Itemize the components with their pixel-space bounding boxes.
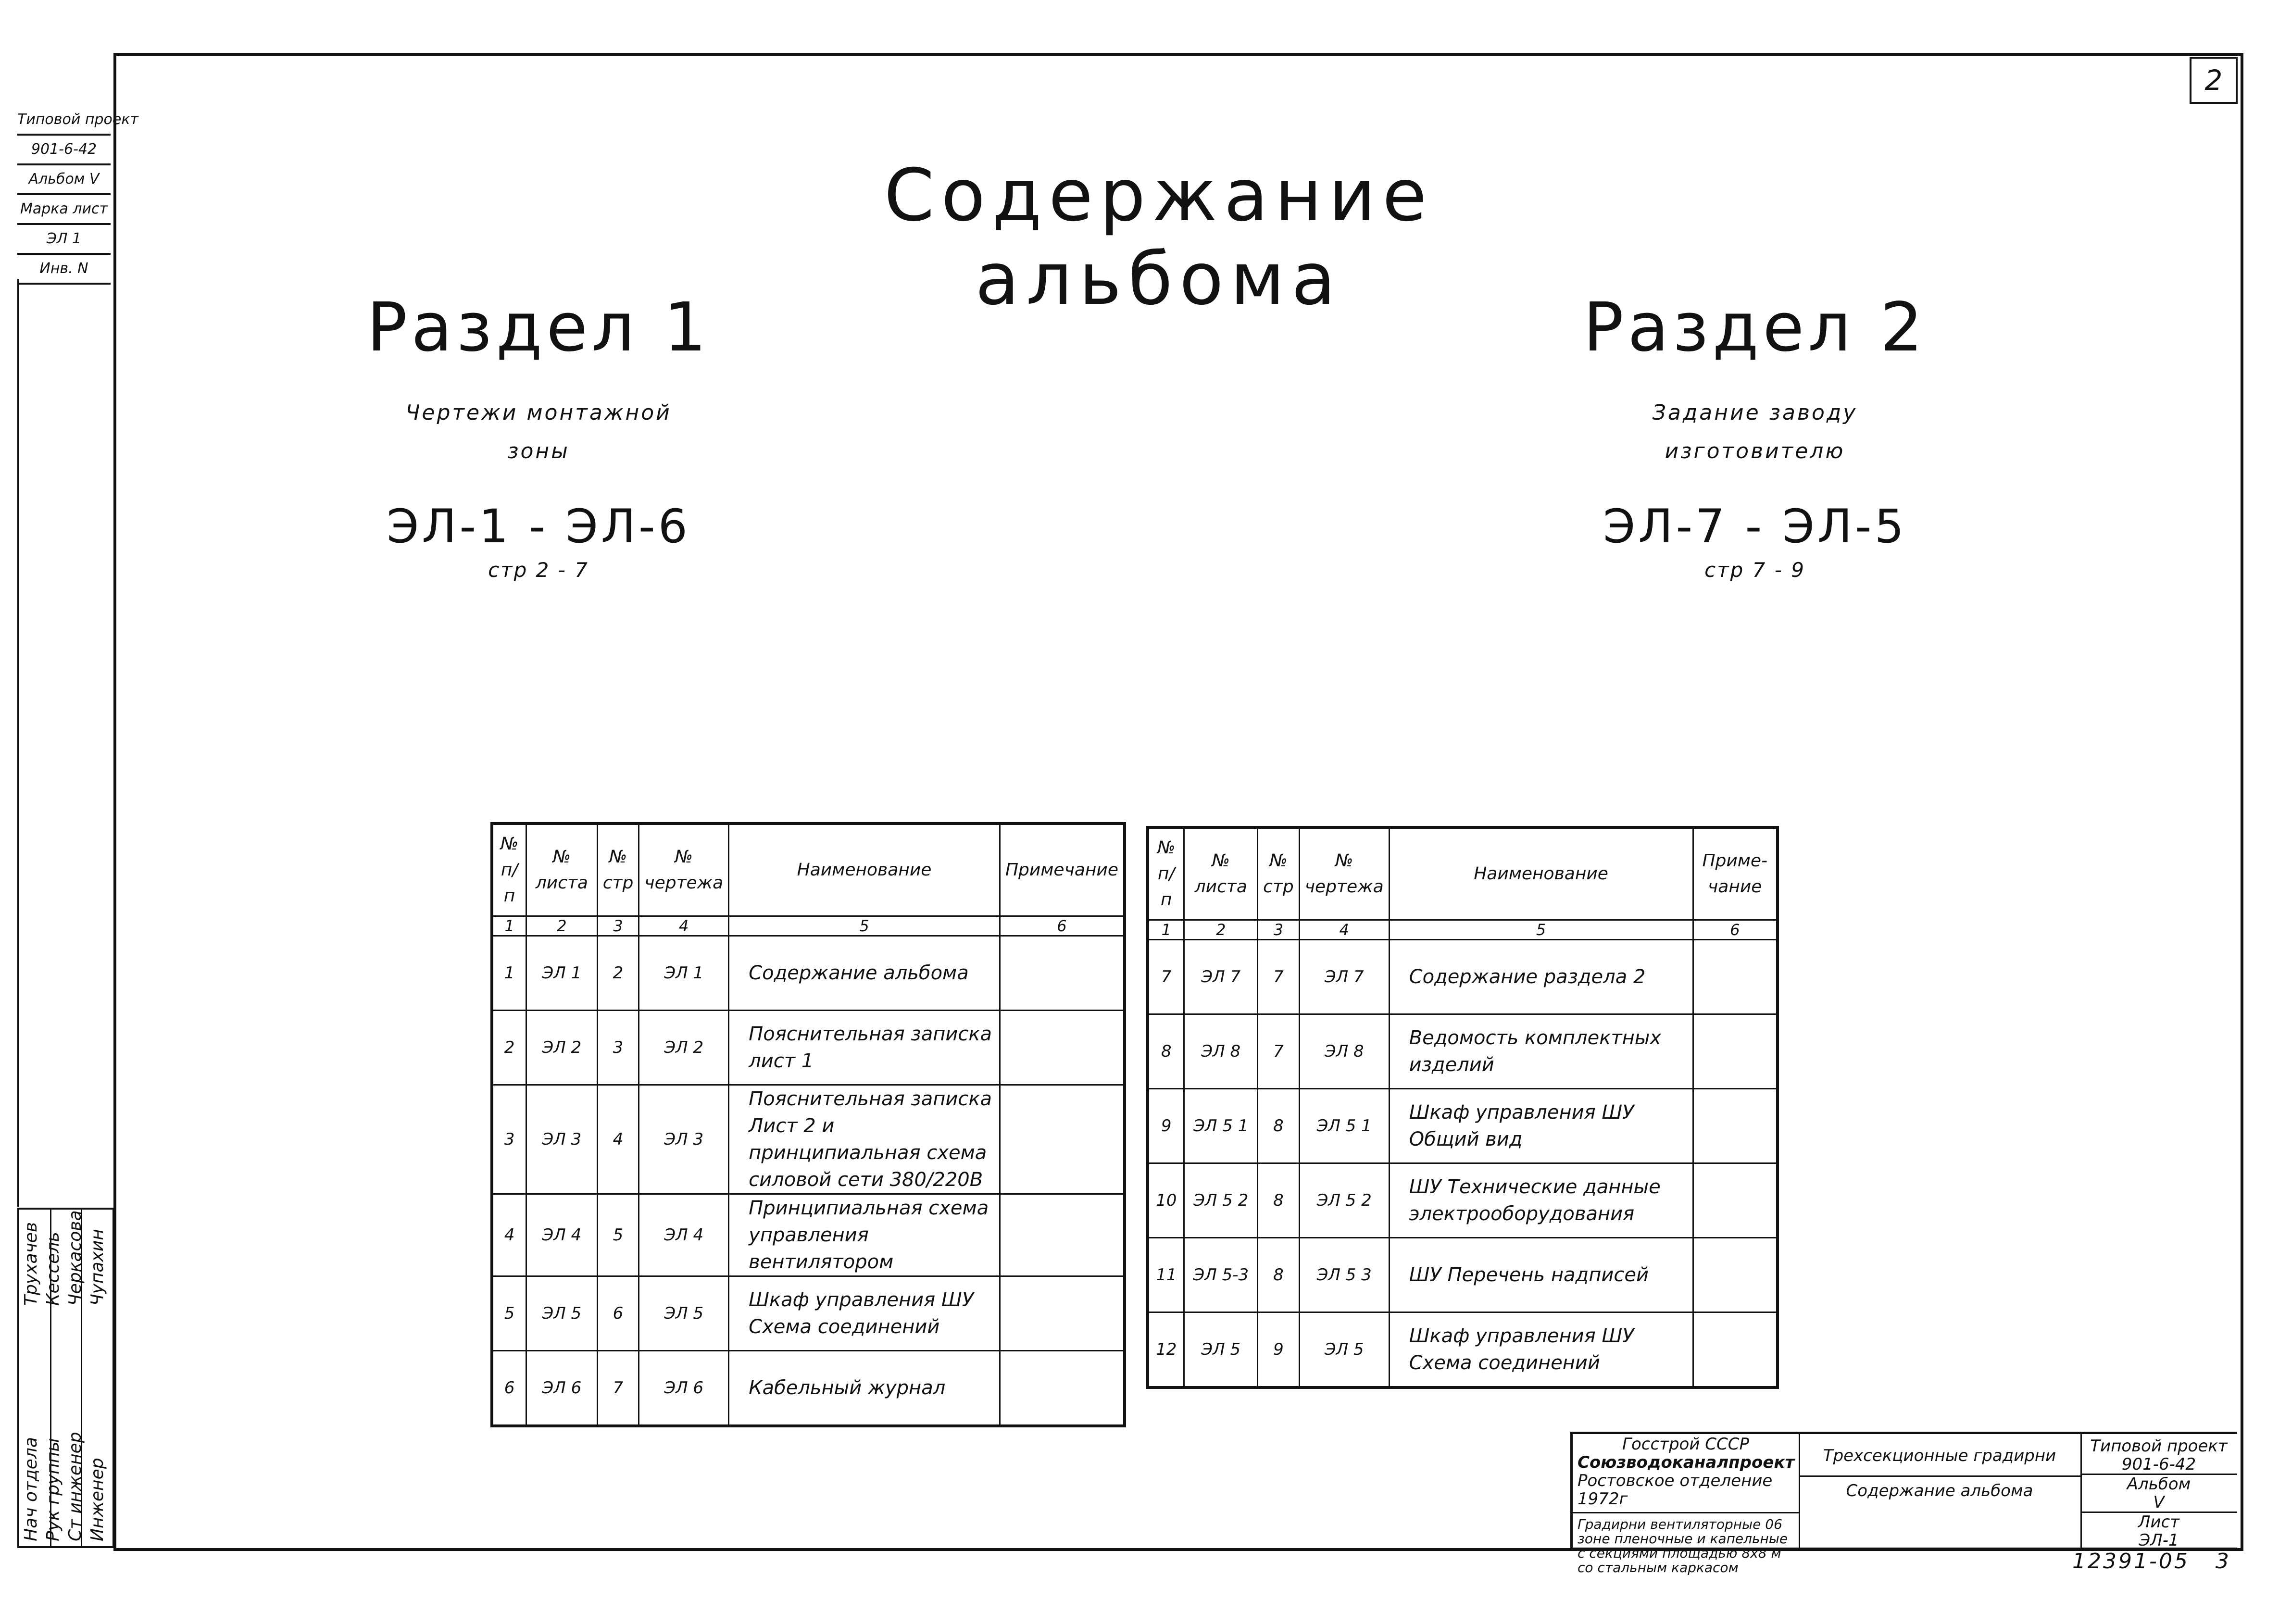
contents-table-left xyxy=(490,822,1126,1427)
item-remark xyxy=(1693,1238,1778,1312)
drawing-code: ЭЛ 5 xyxy=(1299,1312,1389,1388)
table-row xyxy=(1148,1312,1778,1388)
column-number: 6 xyxy=(1693,920,1778,940)
item-name xyxy=(729,1351,1000,1426)
drawing-code: ЭЛ 3 xyxy=(639,1085,729,1194)
org-ministry: Госстрой СССР xyxy=(1622,1435,1749,1454)
org-branch-row xyxy=(1573,1472,1799,1508)
sheet-label: Лист xyxy=(2138,1512,2180,1532)
sheet-code: ЭЛ 5 1 xyxy=(1184,1089,1258,1163)
item-name xyxy=(729,1276,1000,1351)
section-pages: стр 2 - 7 xyxy=(488,558,589,582)
sheet-code: ЭЛ 2 xyxy=(526,1011,598,1085)
column-number: 3 xyxy=(597,916,639,936)
side-stamp-line: Инв. N xyxy=(17,255,111,285)
sheet-code: ЭЛ 7 xyxy=(1184,940,1258,1014)
sheet-code: ЭЛ 6 xyxy=(526,1351,598,1426)
header-cell: Наименование xyxy=(729,824,1000,916)
page-number: 5 xyxy=(597,1194,639,1276)
item-remark xyxy=(1693,940,1778,1014)
section-heading: Раздел 2 xyxy=(1583,288,1927,367)
document-number xyxy=(2072,1549,2231,1574)
column-number: 5 xyxy=(729,916,1000,936)
drawing-code: ЭЛ 5 2 xyxy=(1299,1163,1389,1238)
section-code: ЭЛ-1 - ЭЛ-6 xyxy=(387,500,690,553)
item-name-line: Шкаф управления ШУ xyxy=(749,1289,974,1311)
table-body xyxy=(492,936,1125,1426)
table-row xyxy=(492,1085,1125,1194)
page-title: Содержание альбома xyxy=(884,154,1434,321)
table-number-row xyxy=(1148,920,1778,940)
header-cell: Наименование xyxy=(1389,827,1693,920)
item-name-line: силовой сети 380/220В xyxy=(749,1169,983,1191)
table-row xyxy=(492,1011,1125,1085)
sheet-value: ЭЛ-1 xyxy=(2139,1531,2179,1550)
drawing-code: ЭЛ 5 1 xyxy=(1299,1089,1389,1163)
item-name-line: электрооборудования xyxy=(1409,1203,1635,1225)
column-number: 4 xyxy=(639,916,729,936)
album-value: V xyxy=(2080,1493,2237,1513)
sheet-code: ЭЛ 5 xyxy=(526,1276,598,1351)
column-number: 5 xyxy=(1389,920,1693,940)
column-number: 4 xyxy=(1299,920,1389,940)
page-number: 8 xyxy=(1258,1238,1300,1312)
section-1 xyxy=(322,288,755,582)
row-number: 12 xyxy=(1148,1312,1184,1388)
section-desc-line: изготовителю xyxy=(1665,439,1845,463)
item-name-line: изделий xyxy=(1409,1054,1494,1076)
drawing-code: ЭЛ 4 xyxy=(639,1194,729,1276)
row-number: 1 xyxy=(492,936,526,1011)
section-desc-line: Задание заводу xyxy=(1652,400,1858,425)
section-code: ЭЛ-7 - ЭЛ-5 xyxy=(1603,500,1907,553)
signature-name: Кессель xyxy=(43,1232,63,1306)
item-name-line: Пояснительная записка Лист 2 и принципиальная схема xyxy=(749,1088,992,1164)
item-name-line: управления вентилятором xyxy=(749,1224,894,1273)
item-remark xyxy=(1000,1085,1125,1194)
drawing-code: ЭЛ 1 xyxy=(639,936,729,1011)
column-number: 2 xyxy=(526,916,598,936)
sheet-code: ЭЛ 1 xyxy=(526,936,598,1011)
item-name-line: Шкаф управления ШУ xyxy=(1409,1325,1634,1347)
item-remark xyxy=(1000,936,1125,1011)
page-number: 2 xyxy=(597,936,639,1011)
side-stamp-line: Марка лист xyxy=(17,195,111,225)
item-name-line: Шкаф управления ШУ xyxy=(1409,1101,1634,1124)
row-number: 10 xyxy=(1148,1163,1184,1238)
doc-number-value: 12391-05 xyxy=(2072,1549,2190,1574)
table-row xyxy=(1148,1238,1778,1312)
drawing-code: ЭЛ 8 xyxy=(1299,1014,1389,1089)
table-row xyxy=(492,1194,1125,1276)
row-number: 11 xyxy=(1148,1238,1184,1312)
item-name-line: Ведомость комплектных xyxy=(1409,1027,1662,1049)
header-cell: № п/п xyxy=(1148,827,1184,920)
title-block-codes xyxy=(2080,1434,2237,1548)
section-2 xyxy=(1539,288,1971,582)
sheet-code: ЭЛ 3 xyxy=(526,1085,598,1194)
signature-name: Черкасова xyxy=(65,1210,85,1306)
signature-role: Инженер xyxy=(88,1458,107,1541)
drawing-code: ЭЛ 7 xyxy=(1299,940,1389,1014)
header-cell: № стр xyxy=(1258,827,1300,920)
table-header-row xyxy=(1148,827,1778,920)
item-name-line: Схема соединений xyxy=(1409,1352,1600,1374)
item-remark xyxy=(1693,1014,1778,1089)
page-number: 8 xyxy=(1258,1089,1300,1163)
title-block-name xyxy=(1799,1434,2082,1548)
item-name-line: ШУ Перечень надписей xyxy=(1409,1264,1649,1286)
item-name-line: лист 1 xyxy=(749,1050,814,1072)
table-row xyxy=(1148,1089,1778,1163)
drawing-code: ЭЛ 2 xyxy=(639,1011,729,1085)
project-name: Трехсекционные градирни xyxy=(1799,1434,2080,1477)
page-number: 8 xyxy=(1258,1163,1300,1238)
row-number: 5 xyxy=(492,1276,526,1351)
item-remark xyxy=(1000,1194,1125,1276)
page-number: 7 xyxy=(1258,940,1300,1014)
row-number: 8 xyxy=(1148,1014,1184,1089)
row-number: 7 xyxy=(1148,940,1184,1014)
header-cell: № листа xyxy=(526,824,598,916)
page-number: 7 xyxy=(1258,1014,1300,1089)
page-number: 3 xyxy=(597,1011,639,1085)
side-strip-line xyxy=(17,279,19,1207)
item-remark xyxy=(1693,1089,1778,1163)
sheet-code: ЭЛ 4 xyxy=(526,1194,598,1276)
item-name-line: ШУ Технические данные xyxy=(1409,1176,1661,1198)
header-cell: № чертежа xyxy=(639,824,729,916)
item-remark xyxy=(1000,1011,1125,1085)
row-number: 4 xyxy=(492,1194,526,1276)
page-number: 7 xyxy=(597,1351,639,1426)
column-number: 1 xyxy=(492,916,526,936)
item-name xyxy=(1389,1014,1693,1089)
item-name-line: Принципиальная схема xyxy=(749,1197,989,1219)
item-remark xyxy=(1000,1276,1125,1351)
signature-role: Нач отдела xyxy=(21,1437,41,1541)
sheet-code: ЭЛ 5-3 xyxy=(1184,1238,1258,1312)
table-row xyxy=(492,936,1125,1011)
column-number: 1 xyxy=(1148,920,1184,940)
side-stamp-line: 901-6-42 xyxy=(17,136,111,165)
table-row xyxy=(492,1351,1125,1426)
side-stamp-line: ЭЛ 1 xyxy=(17,225,111,255)
column-number: 2 xyxy=(1184,920,1258,940)
item-remark xyxy=(1000,1351,1125,1426)
sheet-code: ЭЛ 5 2 xyxy=(1184,1163,1258,1238)
item-name xyxy=(1389,940,1693,1014)
section-desc-line: Чертежи монтажной xyxy=(405,400,672,425)
item-name xyxy=(1389,1089,1693,1163)
title-block-org xyxy=(1573,1434,1800,1575)
signature-name: Чупахин xyxy=(88,1229,107,1306)
row-number: 2 xyxy=(492,1011,526,1085)
row-number: 6 xyxy=(492,1351,526,1426)
org-name: Союзводоканалпроект xyxy=(1578,1453,1795,1472)
table-number-row xyxy=(492,916,1125,936)
page-number: 6 xyxy=(597,1276,639,1351)
item-name-line: Содержание альбома xyxy=(749,962,969,984)
project-description: Градирни вентиляторные 06 зоне пленочные и капельные с секциями площадью 8х8 м со стальным каркасом xyxy=(1573,1512,1799,1575)
sheet-name: Содержание альбома xyxy=(1846,1481,2033,1500)
contents-table-right xyxy=(1146,826,1779,1389)
sheet-code: ЭЛ 5 xyxy=(1184,1312,1258,1388)
signature-name: Трухачев xyxy=(21,1222,41,1306)
table-body xyxy=(1148,940,1778,1388)
table-row xyxy=(1148,940,1778,1014)
signature-role: Рук группы xyxy=(43,1438,63,1541)
item-name-line: Кабельный журнал xyxy=(749,1377,946,1399)
signature-strip xyxy=(17,1208,114,1548)
standard-project-number: 901-6-42 xyxy=(2080,1455,2237,1475)
item-name-line: Содержание раздела 2 xyxy=(1409,966,1646,988)
section-pages: стр 7 - 9 xyxy=(1704,558,1805,582)
item-name xyxy=(729,936,1000,1011)
item-name xyxy=(729,1011,1000,1085)
item-name xyxy=(1389,1312,1693,1388)
item-name xyxy=(729,1194,1000,1276)
item-remark xyxy=(1693,1163,1778,1238)
sheet-code: ЭЛ 8 xyxy=(1184,1014,1258,1089)
section-description xyxy=(1539,394,1971,471)
section-heading: Раздел 1 xyxy=(366,288,711,367)
column-number: 3 xyxy=(1258,920,1300,940)
header-cell: № п/п xyxy=(492,824,526,916)
table-row xyxy=(1148,1014,1778,1089)
row-number: 3 xyxy=(492,1085,526,1194)
header-cell: Примечание xyxy=(1000,824,1125,916)
section-description xyxy=(322,394,755,471)
page-number: 4 xyxy=(597,1085,639,1194)
item-name xyxy=(729,1085,1000,1194)
side-stamp xyxy=(17,106,138,285)
side-stamp-line: Типовой проект xyxy=(17,106,111,136)
header-cell: № чертежа xyxy=(1299,827,1389,920)
signature-role: Ст инженер xyxy=(65,1432,85,1541)
sheet-number: 2 xyxy=(2190,57,2238,104)
section-desc-line: зоны xyxy=(507,439,570,463)
column-number: 6 xyxy=(1000,916,1125,936)
item-name xyxy=(1389,1238,1693,1312)
header-cell: Приме-чание xyxy=(1693,827,1778,920)
org-year: 1972г xyxy=(1578,1489,1628,1509)
item-name-line: Схема соединений xyxy=(749,1316,940,1338)
item-name xyxy=(1389,1163,1693,1238)
table-row xyxy=(1148,1163,1778,1238)
drawing-code: ЭЛ 6 xyxy=(639,1351,729,1426)
doc-page-value: 3 xyxy=(2215,1549,2231,1574)
table-header-row xyxy=(492,824,1125,916)
org-branch: Ростовское отделение xyxy=(1578,1471,1773,1490)
header-cell: № стр xyxy=(597,824,639,916)
item-name-line: Пояснительная записка xyxy=(749,1023,992,1045)
table-row xyxy=(492,1276,1125,1351)
drawing-code: ЭЛ 5 3 xyxy=(1299,1238,1389,1312)
drawing-code: ЭЛ 5 xyxy=(639,1276,729,1351)
standard-project-label: Типовой проект xyxy=(2090,1437,2228,1456)
page-number: 9 xyxy=(1258,1312,1300,1388)
album-label: Альбом xyxy=(2127,1474,2191,1494)
side-stamp-line: Альбом V xyxy=(17,165,111,195)
item-remark xyxy=(1693,1312,1778,1388)
header-cell: № листа xyxy=(1184,827,1258,920)
row-number: 9 xyxy=(1148,1089,1184,1163)
item-name-line: Общий вид xyxy=(1409,1128,1523,1150)
